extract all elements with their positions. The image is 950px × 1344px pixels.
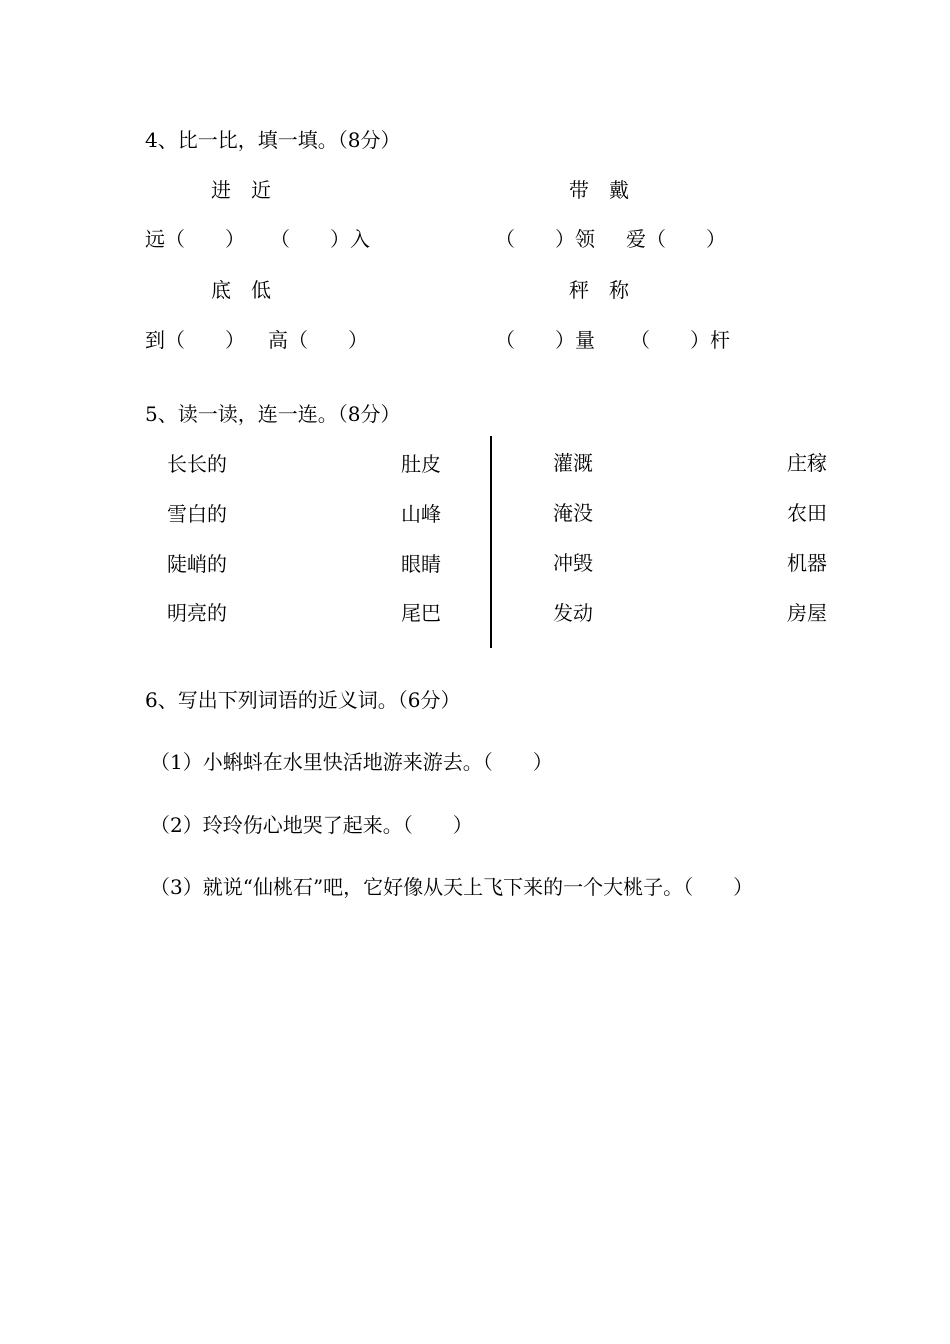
q5-left-a-3: 陡峭的 bbox=[167, 552, 227, 576]
q5-right-a-1: 灌溉 bbox=[553, 451, 593, 475]
q5-right-a-4: 发动 bbox=[553, 601, 593, 625]
q4-row2-a: 远（ ） bbox=[145, 227, 245, 251]
q4-row4-a: 到（ ） bbox=[145, 328, 245, 352]
q5-title: 5、读一读，连一连。（8分） bbox=[145, 402, 401, 426]
q4-row4-d: （ ）杆 bbox=[630, 328, 730, 352]
q5-left-b-2: 山峰 bbox=[401, 502, 441, 526]
q4-row4-c: （ ）量 bbox=[495, 328, 595, 352]
q4-row4-b: 高（ ） bbox=[268, 328, 368, 352]
q5-right-b-4: 房屋 bbox=[787, 601, 827, 625]
q4-row2-d: 爱（ ） bbox=[626, 227, 726, 251]
q5-right-a-3: 冲毁 bbox=[553, 551, 593, 575]
q5-right-a-2: 淹没 bbox=[553, 501, 593, 525]
q4-row3-left-pair: 底 低 bbox=[211, 278, 271, 302]
q6-item-2: （2）玲玲伤心地哭了起来。（ ） bbox=[150, 813, 473, 837]
q5-left-b-4: 尾巴 bbox=[401, 601, 441, 625]
q5-left-b-3: 眼睛 bbox=[401, 552, 441, 576]
q4-row3-right-pair: 秤 称 bbox=[569, 278, 629, 302]
q5-left-a-4: 明亮的 bbox=[167, 601, 227, 625]
q6-item-1: （1）小蝌蚪在水里快活地游来游去。（ ） bbox=[150, 750, 553, 774]
q4-row2-c: （ ）领 bbox=[495, 227, 595, 251]
q4-row2-b: （ ）入 bbox=[270, 227, 370, 251]
q5-left-a-2: 雪白的 bbox=[167, 502, 227, 526]
q5-left-a-1: 长长的 bbox=[167, 452, 227, 476]
q4-title: 4、比一比，填一填。（8分） bbox=[145, 128, 401, 152]
q5-right-b-1: 庄稼 bbox=[787, 451, 827, 475]
q5-right-b-2: 农田 bbox=[787, 501, 827, 525]
q6-item-3: （3）就说“仙桃石”吧，它好像从天上飞下来的一个大桃子。（ ） bbox=[150, 875, 754, 899]
q4-row1-left-pair: 进 近 bbox=[211, 178, 271, 202]
q6-title: 6、写出下列词语的近义词。（6分） bbox=[145, 688, 461, 712]
q5-right-b-3: 机器 bbox=[787, 551, 827, 575]
q5-divider-line bbox=[490, 436, 492, 648]
q5-left-b-1: 肚皮 bbox=[401, 452, 441, 476]
q4-row1-right-pair: 带 戴 bbox=[569, 178, 629, 202]
